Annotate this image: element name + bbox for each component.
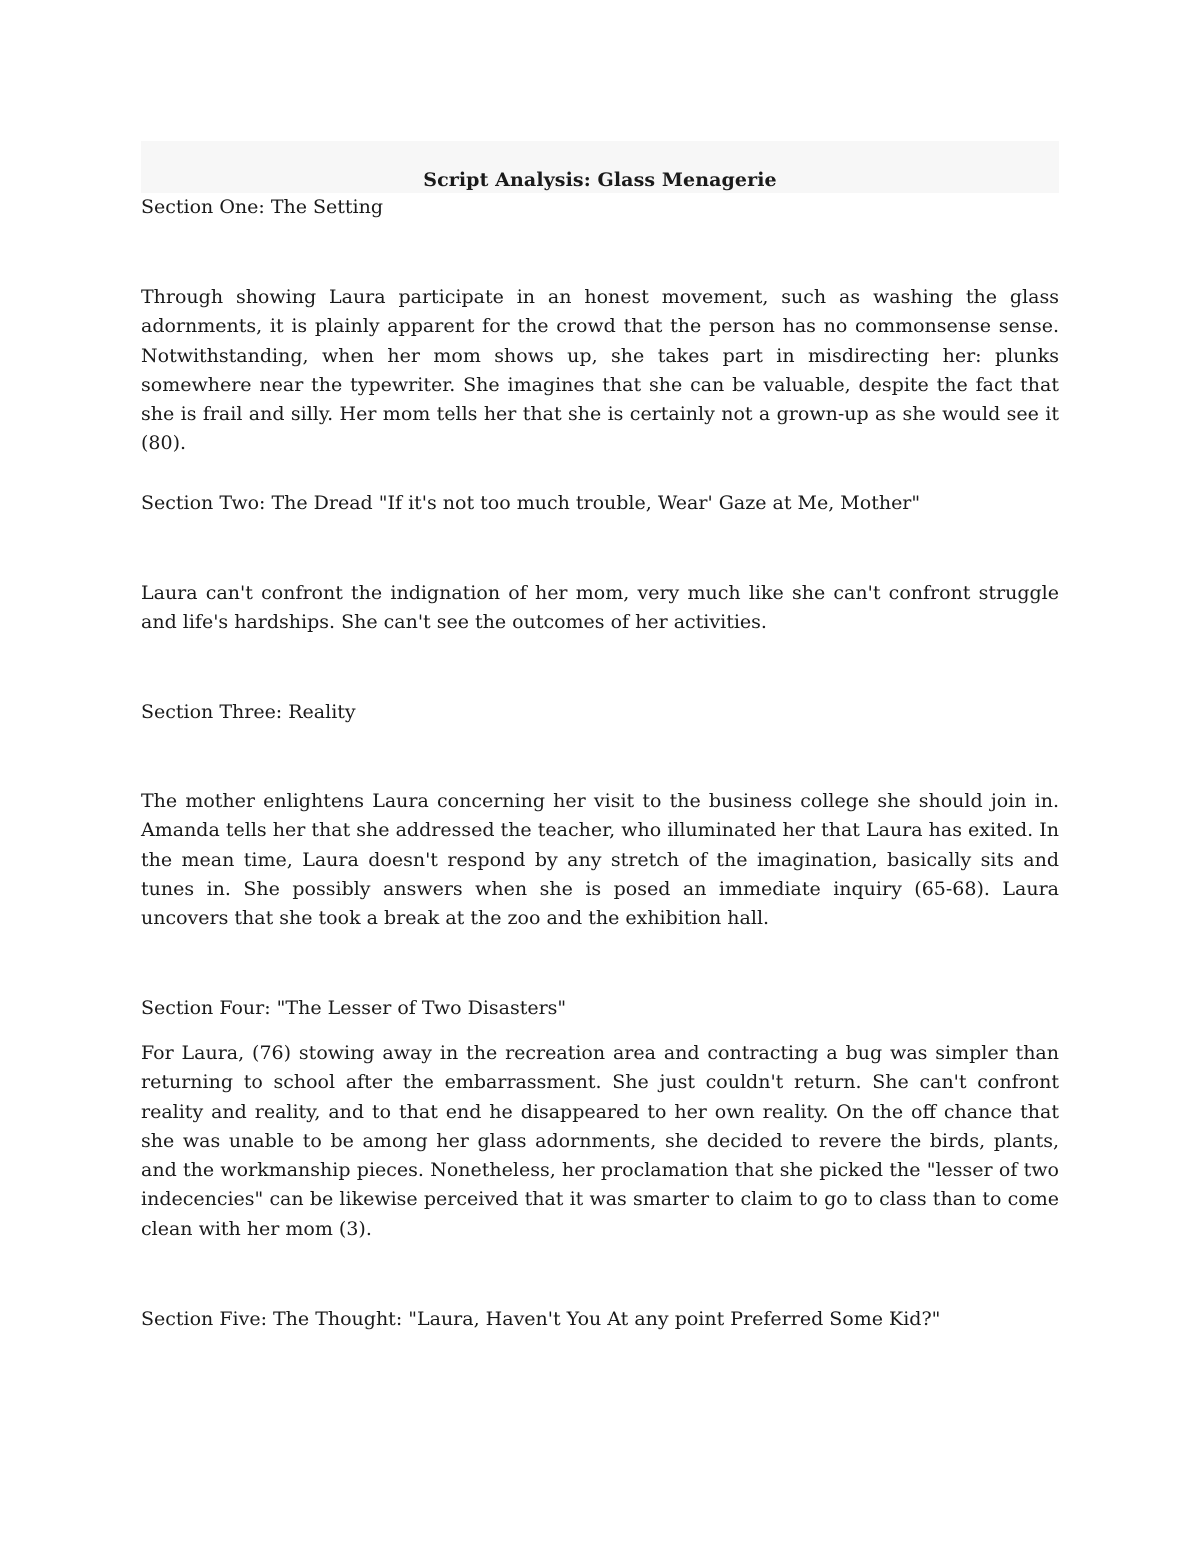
section-four-heading: Section Four: "The Lesser of Two Disasters" [141,997,567,1019]
section-one-paragraph: Through showing Laura participate in an honest movement, such as washing the glass adornments, it is plainly apparent for the crowd that the person has no commonsense sense. Notwithstanding, when her mom shows up, she takes part in misdirecting her: plunks somewhere near the typewriter. She imagines that she can be valuable, despite the fact that she is frail and silly. Her mom tells her that she is certainly not a grown-up as she would see it (80). [141,286,1059,455]
section-one-heading: Section One: The Setting [141,196,384,218]
section-three-heading: Section Three: Reality [141,701,356,723]
section-four-paragraph: For Laura, (76) stowing away in the recreation area and contracting a bug was simpler than returning to school after the embarrassment. She just couldn't return. She can't confront reality and reality, and to that end he disappeared to her own reality. On the off chance that she was unable to be among her glass adornments, she decided to revere the birds, plants, and the workmanship pieces. Nonetheless, her proclamation that she picked the "lesser of two indecencies" can be likewise perceived that it was smarter to claim to go to class than to come clean with her mom (3). [141,1042,1059,1240]
section-two-paragraph: Laura can't confront the indignation of her mom, very much like she can't confront struggle and life's hardships. She can't see the outcomes of her activities. [141,582,1059,634]
section-two-heading: Section Two: The Dread "If it's not too much trouble, Wear' Gaze at Me, Mother" [141,492,921,514]
section-three-paragraph: The mother enlightens Laura concerning her visit to the business college she should join in. Amanda tells her that she addressed the teacher, who illuminated her that Laura has exited. In the mean time, Laura doesn't respond by any stretch of the imagination, basically sits and tunes in. She possibly answers when she is posed an immediate inquiry (65-68). Laura uncovers that she took a break at the zoo and the exhibition hall. [141,790,1059,930]
document-title: Script Analysis: Glass Menagerie [423,169,777,191]
section-five-heading: Section Five: The Thought: "Laura, Haven't You At any point Preferred Some Kid?" [141,1308,941,1330]
